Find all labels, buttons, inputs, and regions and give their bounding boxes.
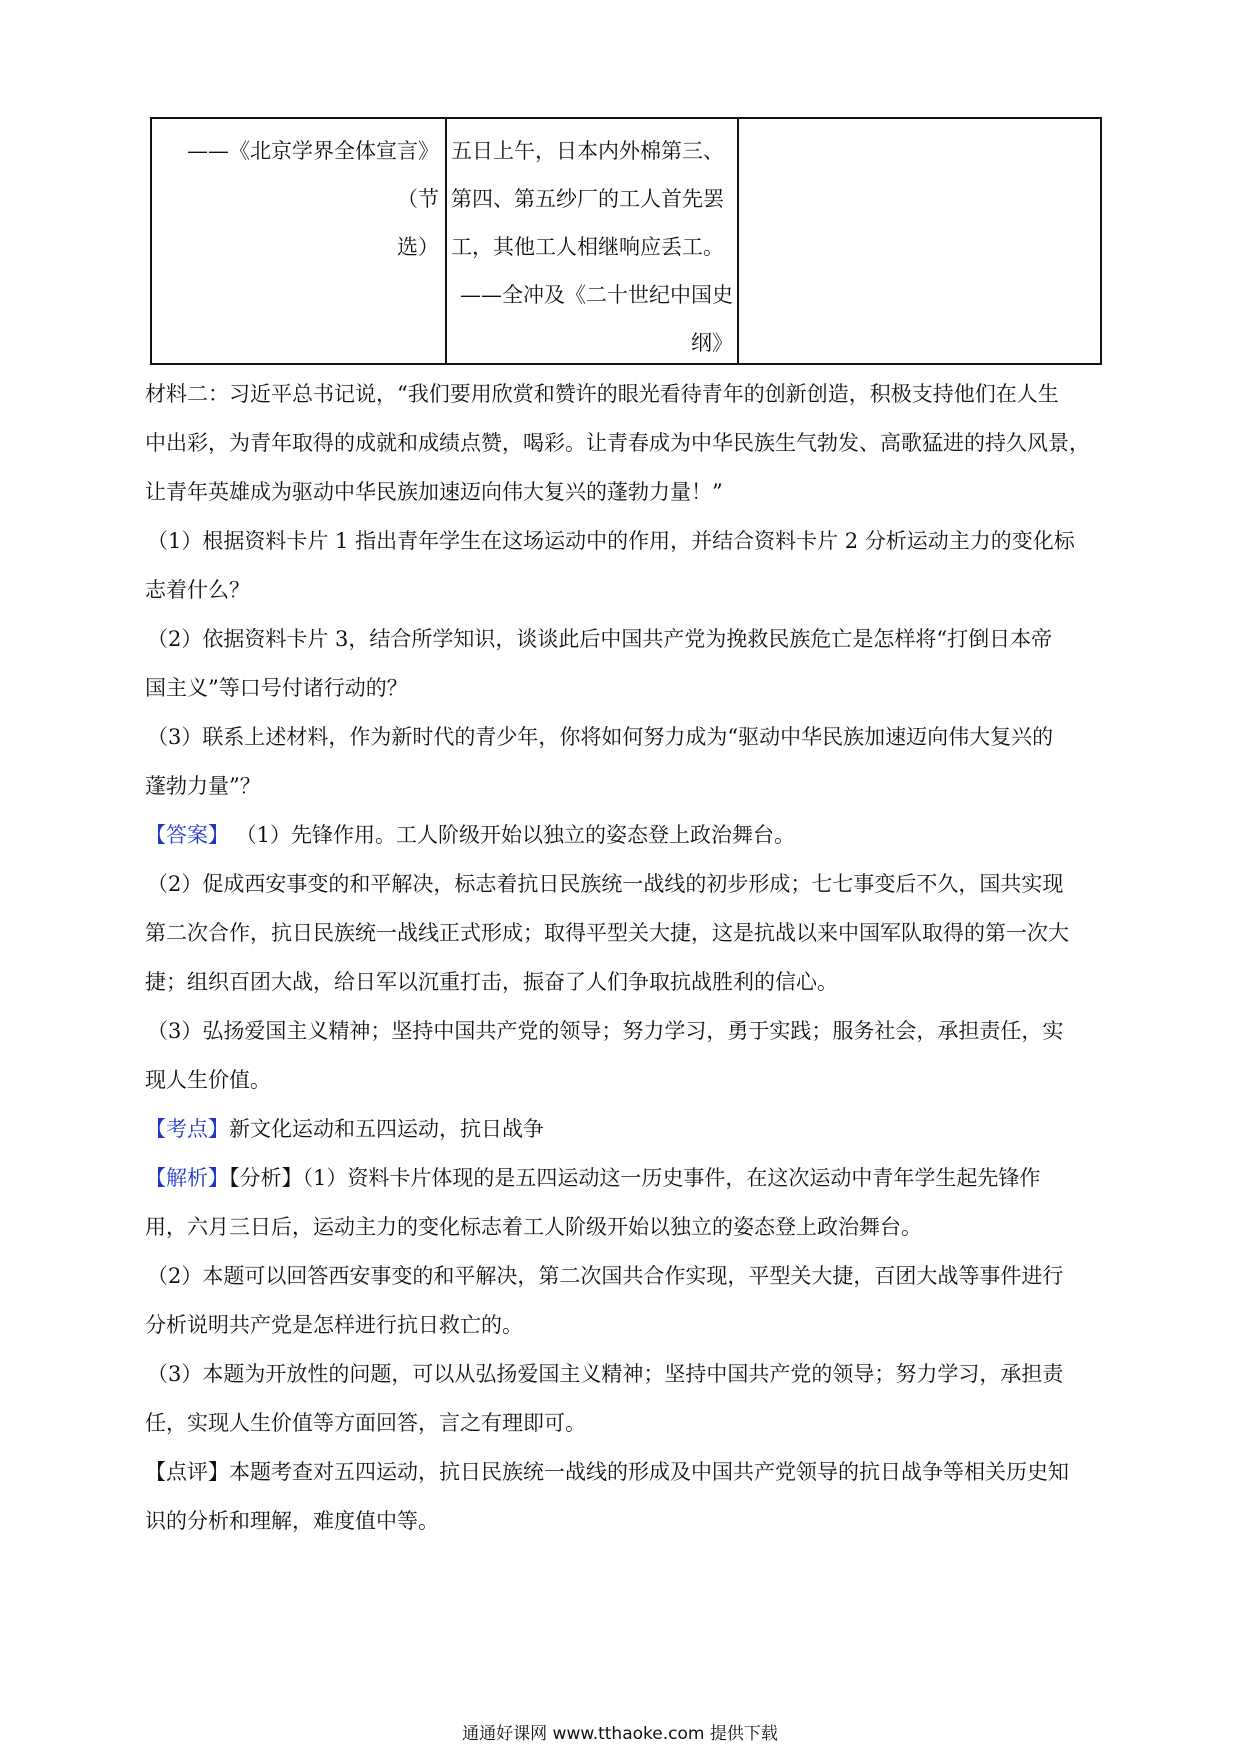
- jiexi-tag: 【解析】: [145, 1166, 229, 1190]
- dianping-text: 本题考查对五四运动，抗日民族统一战线的形成及中国共产党领导的抗日战争等相关历史知: [229, 1460, 1069, 1484]
- material2-line: 让青年英雄成为驱动中华民族加速迈向伟大复兴的蓬勃力量！”: [145, 480, 723, 504]
- question-line: 国主义”等口号付诸行动的？: [145, 676, 408, 700]
- dianping-line: 识的分析和理解，难度值中等。: [145, 1509, 439, 1533]
- jiexi-line: 分析说明共产党是怎样进行抗日救亡的。: [145, 1313, 523, 1337]
- jiexi-text: （1）资料卡片体现的是五四运动这一历史事件，在这次运动中青年学生起先锋作: [302, 1166, 1041, 1190]
- page-footer: 通通好课网 www.tthaoke.com 提供下载: [462, 1724, 778, 1744]
- jiexi-line: 用，六月三日后，运动主力的变化标志着工人阶级开始以独立的姿态登上政治舞台。: [145, 1215, 922, 1239]
- dianping-line: [145, 1448, 1100, 1497]
- question-line: 蓬勃力量”？: [145, 774, 261, 798]
- answer-line: 捷；组织百团大战，给日军以沉重打击，振奋了人们争取抗战胜利的信心。: [145, 970, 838, 994]
- material-card-table: [150, 117, 1102, 365]
- fenxi-tag: 【分析】: [229, 1166, 303, 1190]
- card2-line: 第四、第五纱厂的工人首先罢: [451, 187, 724, 211]
- card2-line: 工，其他工人相继响应丢工。: [451, 235, 724, 259]
- kaodian-line: [145, 1105, 1100, 1154]
- card2-line: ——全冲及《二十世纪中国史: [460, 283, 733, 307]
- card2-line: 五日上午，日本内外棉第三、: [451, 139, 724, 163]
- answer-line: 第二次合作，抗日民族统一战线正式形成；取得平型关大捷，这是抗战以来中国军队取得的第一次大: [145, 921, 1069, 945]
- answer-line: 现人生价值。: [145, 1068, 271, 1092]
- material2-line: 中出彩，为青年取得的成就和成绩点赞，喝彩。让青春成为中华民族生气勃发、高歌猛进的持久风景，: [145, 431, 1090, 455]
- dianping-tag: 【点评】: [145, 1460, 229, 1484]
- kaodian-tag: 【考点】: [145, 1117, 229, 1141]
- question-line: （2）依据资料卡片 3，结合所学知识，谈谈此后中国共产党为挽救民族危亡是怎样将“打倒日本帝: [147, 627, 1053, 651]
- kaodian-text: 新文化运动和五四运动，抗日战争: [229, 1117, 544, 1141]
- answer-line: （2）促成西安事变的和平解决，标志着抗日民族统一战线的初步形成；七七事变后不久，国共实现: [147, 872, 1064, 896]
- jiexi-line: （2）本题可以回答西安事变的和平解决，第二次国共合作实现，平型关大捷，百团大战等事件进行: [147, 1264, 1064, 1288]
- material-card-1: [152, 119, 447, 363]
- question-line: （3）联系上述材料，作为新时代的青少年，你将如何努力成为“驱动中华民族加速迈向伟大复兴的: [147, 725, 1054, 749]
- card2-line: 纲》: [691, 331, 733, 355]
- material2-line: 材料二：习近平总书记说，“我们要用欣赏和赞许的眼光看待青年的创新创造，积极支持他们在人生: [145, 382, 1059, 406]
- jiexi-line: [145, 1154, 1100, 1203]
- material-card-3: [739, 119, 1100, 363]
- answer-line: [145, 811, 1100, 860]
- answer-line: （3）弘扬爱国主义精神；坚持中国共产党的领导；努力学习，勇于实践；服务社会，承担责任，实: [147, 1019, 1064, 1043]
- document-body: [145, 370, 1100, 1546]
- card1-line: 选）: [397, 235, 439, 259]
- question-line: 志着什么？: [145, 578, 250, 602]
- question-line: （1）根据资料卡片 1 指出青年学生在这场运动中的作用，并结合资料卡片 2 分析运动主力的变化标: [147, 529, 1075, 553]
- answer-text: （1）先锋作用。工人阶级开始以独立的姿态登上政治舞台。: [229, 823, 796, 847]
- card1-line: ——《北京学界全体宣言》（节: [187, 139, 439, 211]
- answer-tag: 【答案】: [145, 823, 229, 847]
- material-card-2: [447, 119, 739, 363]
- jiexi-line: 任，实现人生价值等方面回答，言之有理即可。: [145, 1411, 586, 1435]
- jiexi-line: （3）本题为开放性的问题，可以从弘扬爱国主义精神；坚持中国共产党的领导；努力学习，承担责: [147, 1362, 1064, 1386]
